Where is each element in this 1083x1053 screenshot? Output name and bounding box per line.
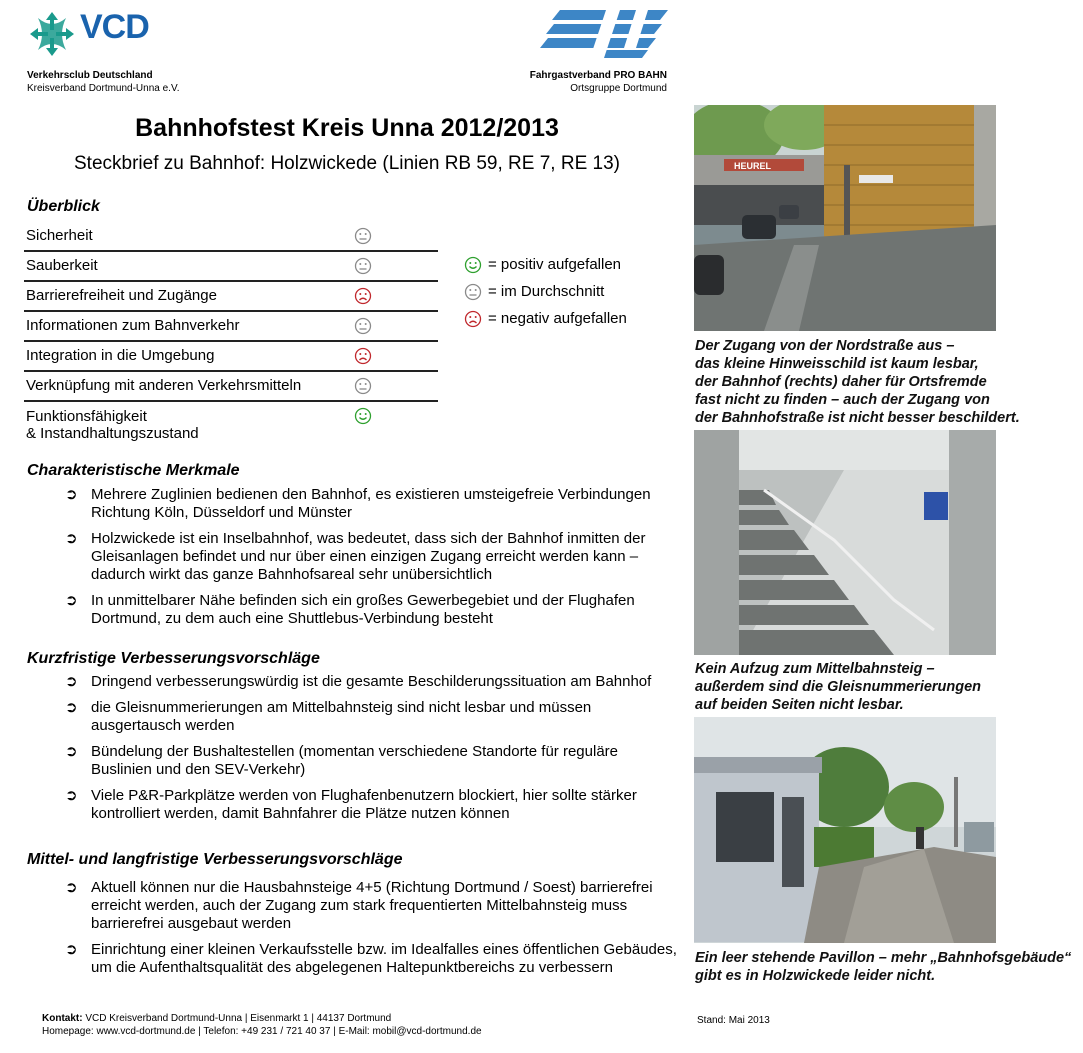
footer-contact-label: Kontakt:	[42, 1013, 83, 1024]
list-item-text: Mehrere Zuglinien bedienen den Bahnhof, es existieren umsteigefreie Verbindungen Richtung Köln, Düsseldorf und Münster	[91, 486, 651, 521]
long-term-list	[27, 879, 677, 985]
overview-row	[24, 252, 438, 282]
caption-line: der Bahnhofstraße ist nicht besser beschildert.	[695, 410, 1020, 426]
arrow-bullet-icon: ➲	[65, 592, 78, 609]
list-item-text: Viele P&R-Parkplätze werden von Flughafenbenutzern blockiert, hier sollte stärker kontrolliert werden, damit Bahnfahrer die Plätze nutzen können	[91, 787, 637, 822]
stairs-illustration	[694, 430, 996, 655]
list-item-text: Dringend verbesserungswürdig ist die gesamte Beschilderungssituation am Bahnhof	[91, 673, 652, 690]
vcd-logo-text: VCD	[80, 8, 149, 46]
overview-label-line: & Instandhaltungszustand	[26, 425, 199, 442]
legend-label: = negativ aufgefallen	[488, 310, 627, 327]
list-item	[27, 699, 677, 735]
list-item-text: In unmittelbarer Nähe befinden sich ein großes Gewerbegebiet und der Flughafen Dortmund, zu dem auch eine Shuttlebus-Verbindung besteht	[91, 592, 635, 627]
caption-line: Der Zugang von der Nordstraße aus –	[695, 338, 955, 354]
underpass-illustration	[694, 105, 996, 331]
photo-underpass	[694, 105, 996, 331]
list-item	[27, 486, 677, 522]
photo-pavilion	[694, 717, 996, 943]
overview-label: Verknüpfung mit anderen Verkehrsmitteln	[26, 377, 302, 394]
overview-label-line: Funktionsfähigkeit	[26, 408, 147, 425]
overview-label: Informationen zum Bahnverkehr	[26, 317, 240, 334]
caption-line: auf beiden Seiten nicht lesbar.	[695, 697, 904, 713]
right-org-sub: Ortsgruppe Dortmund	[570, 83, 667, 94]
positive-face-icon	[464, 256, 482, 274]
neutral-face-icon	[354, 377, 372, 395]
caption-line: der Bahnhof (rechts) daher für Ortsfremde	[695, 374, 987, 390]
neutral-face-icon	[354, 257, 372, 275]
footer-contact-text: VCD Kreisverband Dortmund-Unna | Eisenmarkt 1 | 44137 Dortmund	[82, 1013, 392, 1024]
overview-heading: Überblick	[27, 198, 100, 215]
caption-line: Ein leer stehende Pavillon – mehr „Bahnhofsgebäude“	[695, 950, 1072, 966]
arrow-bullet-icon: ➲	[65, 743, 78, 760]
overview-label: Sicherheit	[26, 227, 93, 244]
photo-caption-2	[695, 660, 1025, 714]
caption-line: außerdem sind die Gleisnummerierungen	[695, 679, 982, 695]
footer-contact	[42, 1012, 482, 1038]
list-item-text: Einrichtung einer kleinen Verkaufsstelle bzw. im Idealfalles eines öffentlichen Gebäudes, um die Aufenthaltsqualität des abgelegenen Haltepunktbereichs zu verbessern	[91, 941, 677, 976]
positive-face-icon	[354, 407, 372, 425]
legend-row-positive	[464, 251, 627, 278]
list-item-text: Holzwickede ist ein Inselbahnhof, was bedeutet, dass sich der Bahnhof inmitten der Gleisanlagen befindet und nur über einen einzigen Zugang erreicht werden kann – dadurch wirkt das ganze Bahnhofsareal sehr unübersichtlich	[91, 530, 646, 583]
footer-homepage-line: Homepage: www.vcd-dortmund.de | Telefon: +49 231 / 721 40 37 | E-Mail: mobil@vcd-dortmund.de	[42, 1026, 482, 1037]
arrow-bullet-icon: ➲	[65, 787, 78, 804]
left-organization	[27, 69, 180, 95]
negative-face-icon	[464, 310, 482, 328]
overview-label: Barrierefreiheit und Zugänge	[26, 287, 217, 304]
arrow-bullet-icon: ➲	[65, 699, 78, 716]
list-item	[27, 743, 677, 779]
characteristics-list	[27, 486, 677, 636]
caption-line: das kleine Hinweisschild ist kaum lesbar,	[695, 356, 979, 372]
overview-label: Integration in die Umgebung	[26, 347, 215, 364]
overview-row	[24, 342, 438, 372]
negative-face-icon	[354, 347, 372, 365]
legend-row-negative	[464, 305, 627, 332]
legend-label: = positiv aufgefallen	[488, 256, 622, 273]
pavilion-illustration	[694, 717, 996, 943]
neutral-face-icon	[354, 227, 372, 245]
overview-row	[24, 402, 438, 448]
arrow-bullet-icon: ➲	[65, 941, 78, 958]
list-item	[27, 673, 677, 691]
legend-row-neutral	[464, 278, 627, 305]
overview-row	[24, 372, 438, 402]
right-org-name: Fahrgastverband PRO BAHN	[529, 70, 667, 81]
overview-table	[24, 222, 438, 448]
long-term-heading: Mittel- und langfristige Verbesserungsvorschläge	[27, 851, 403, 868]
photo-caption-3	[695, 949, 1079, 985]
caption-line: fast nicht zu finden – auch der Zugang von	[695, 392, 990, 408]
list-item-text: Aktuell können nur die Hausbahnsteige 4+5 (Richtung Dortmund / Soest) barrierefrei erreicht werden, auch der Zugang zum stark frequentierten Mittelbahnsteig muss barrierefrei ausgebaut werden	[91, 879, 653, 932]
photo-stairs	[694, 430, 996, 655]
right-organization	[470, 69, 667, 95]
list-item-text: Bündelung der Bushaltestellen (momentan verschiedene Standorte für reguläre Buslinien und den SEV-Verkehr)	[91, 743, 618, 778]
negative-face-icon	[354, 287, 372, 305]
arrow-bullet-icon: ➲	[65, 486, 78, 503]
overview-row	[24, 222, 438, 252]
footer-stand-date: Stand: Mai 2013	[697, 1015, 770, 1026]
legend-label: = im Durchschnitt	[488, 283, 605, 300]
neutral-face-icon	[354, 317, 372, 335]
caption-line: gibt es in Holzwickede leider nicht.	[695, 968, 936, 984]
left-org-name: Verkehrsclub Deutschland	[27, 70, 153, 81]
photo-caption-1	[695, 337, 1025, 427]
short-term-list	[27, 673, 677, 831]
arrow-bullet-icon: ➲	[65, 879, 78, 896]
overview-label	[26, 408, 199, 442]
characteristics-heading: Charakteristische Merkmale	[27, 462, 240, 479]
overview-row	[24, 312, 438, 342]
arrow-bullet-icon: ➲	[65, 673, 78, 690]
list-item	[27, 592, 677, 628]
list-item-text: die Gleisnummerierungen am Mittelbahnsteig sind nicht lesbar und müssen ausgertausch werden	[91, 699, 592, 734]
overview-row	[24, 282, 438, 312]
rating-legend	[464, 251, 627, 332]
page-title: Bahnhofstest Kreis Unna 2012/2013	[135, 114, 559, 142]
page-subtitle: Steckbrief zu Bahnhof: Holzwickede (Linien RB 59, RE 7, RE 13)	[74, 153, 620, 174]
overview-label: Sauberkeit	[26, 257, 98, 274]
left-org-sub: Kreisverband Dortmund-Unna e.V.	[27, 83, 180, 94]
neutral-face-icon	[464, 283, 482, 301]
arrow-bullet-icon: ➲	[65, 530, 78, 547]
list-item	[27, 879, 677, 933]
list-item	[27, 941, 677, 977]
list-item	[27, 530, 677, 584]
bridge-sign-text: HEUREL	[734, 161, 772, 171]
pro-bahn-logo	[540, 8, 668, 60]
short-term-heading: Kurzfristige Verbesserungsvorschläge	[27, 650, 320, 667]
pro-bahn-emblem-icon	[540, 8, 668, 60]
list-item	[27, 787, 677, 823]
caption-line: Kein Aufzug zum Mittelbahnsteig –	[695, 661, 935, 677]
